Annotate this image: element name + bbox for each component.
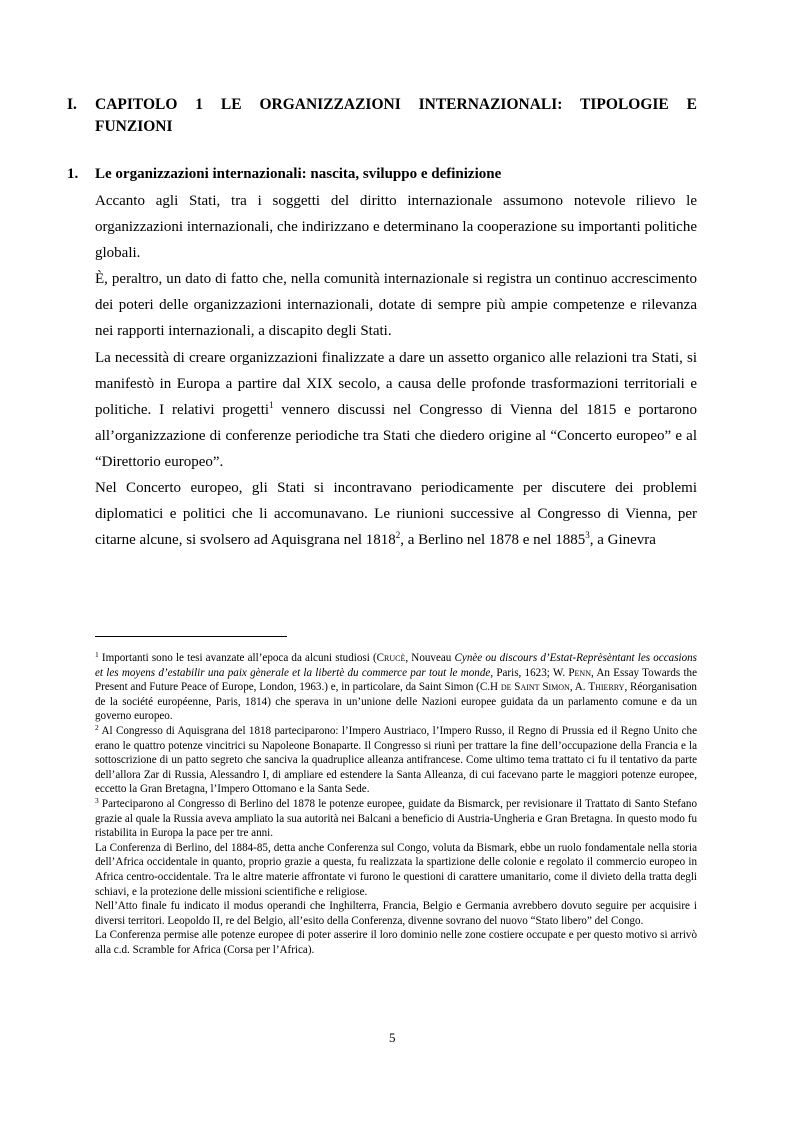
footnotes	[95, 651, 697, 957]
paragraph-4: Nel Concerto europeo, gli Stati si incontravano periodicamente per discutere dei problemi diplomatici e politici che li accomunavano. Le riunioni successive al Congresso di Vienna, per citarne alcune, si svolsero ad Aquisgrana nel 1818$^2$, a Berlino nel 1878 e nel 1885$^3$, a Ginevra	[95, 480, 697, 549]
body-text	[95, 188, 697, 553]
section-number: 1.	[67, 166, 79, 182]
chapter-number: I.	[67, 96, 77, 113]
footnote-ref-2[interactable]: 2	[395, 530, 401, 541]
paragraph-1: Accanto agli Stati, tra i soggetti del diritto internazionale assumono notevole rilievo le organizzazioni internazionali, che indirizzano e determinano la cooperazione su importanti politiche globali.	[95, 193, 697, 262]
chapter-title-line1: CAPITOLO 1 LE ORGANIZZAZIONI INTERNAZIONALI: TIPOLOGIE E	[95, 96, 697, 113]
paragraph-3: La necessità di creare organizzazioni finalizzate a dare un assetto organico alle relazioni tra Stati, si manifestò in Europa a partire dal XIX secolo, a causa delle profonde trasformazioni territoriali e politiche. I relativi progetti$^1$ vennero discussi nel Congresso di Vienna del 1815 e portarono all’organizzazione di conferenze periodiche tra Stati che diedero origine al “Concerto europeo” e al “Direttorio europeo”.	[95, 349, 697, 470]
footnote-3-continued-1: La Conferenza di Berlino, del 1884-85, detta anche Conferenza sul Congo, voluta da Bismark, ebbe un ruolo fondamentale nella storia dell’Africa occidentale in quanto, proprio grazie a questa, fu realizzata la spartizione delle colonie e regolato il commercio europeo in Africa centro-occidentale. Tra le altre materie affrontate vi furono le questioni di carattere umanitario, come il divieto della tratta degli schiavi, e la protezione delle missioni scientifiche e religiose.	[95, 841, 697, 898]
footnote-ref-3[interactable]: 3	[585, 530, 590, 541]
page-number: 5	[389, 1030, 396, 1045]
footnote-2: $^2$ Al Congresso di Aquisgrana del 1818 parteciparono: l’Impero Austriaco, l’Impero Russo, il Regno di Prussia ed il Regno Unito che erano le quattro potenze vincitrici su Napoleone Bonaparte. Il Congresso si riunì per trattare la fine dell’occupazione della Francia e la sottoscrizione di un patto segreto che sanciva la quadruplice alleanza antifrancese. Come ultimo tema trattato ci fu il tentativo da parte dell’allora Zar di Russia, Alessandro I, di ampliare ed estendere la Santa Alleanza, di cui facevano parte le maggiori potenze europee, eccetto la Gran Bretagna, l’Impero Ottomano e la Santa Sede.	[95, 722, 697, 796]
footnote-3-continued-2: Nell’Atto finale fu indicato il modus operandi che Inghilterra, Francia, Belgio e Germania avrebbero dovuto seguire per acquisire i diversi territori. Leopoldo II, re del Belgio, all’esito della Conferenza, divenne sovrano del nuovo “Stato libero” del Congo.	[95, 900, 697, 927]
section-heading	[67, 164, 501, 184]
chapter-heading	[67, 94, 697, 138]
footnote-3: $^3$ Parteciparono al Congresso di Berlino del 1878 le potenze europee, guidate da Bismarck, per revisionare il Trattato di Santo Stefano grazie al quale la Russia aveva ampliato la sua autorità nei Balcani a beneficio di Austria-Ungheria e Gran Bretagna. In questo modo fu ristabilita in Europa la pace per tre anni.	[95, 795, 697, 840]
footnote-separator	[95, 636, 287, 637]
footnote-3-continued-3: La Conferenza permise alle potenze europee di poter asserire il loro dominio nelle zone costiere occupate e per questo motivo si arrivò alla c.d. Scramble for Africa (Corsa per l’Africa).	[95, 929, 697, 956]
footnote-ref-1[interactable]: 1	[269, 399, 274, 410]
chapter-title-line2: FUNZIONI	[95, 118, 173, 135]
paragraph-2: È, peraltro, un dato di fatto che, nella comunità internazionale si registra un continuo accrescimento dei poteri delle organizzazioni internazionali, dotate di sempre più ampie competenze e rilevanza nei rapporti internazionali, a discapito degli Stati.	[95, 271, 697, 340]
section-title: Le organizzazioni internazionali: nascita, sviluppo e definizione	[95, 166, 502, 182]
footnote-1: $^1$ Importanti sono le tesi avanzate all’epoca da alcuni studiosi (Crucè, Nouveau Cynèe ou discours d’Estat-Reprèsèntant les occasions et les moyens d’estabilir una paix gènerale et la libertè du commerce par tout le monde, Paris, 1623; W. Penn, An Essay Towards the Present and Future Peace of Europe, London, 1963.) e, in particolare, da Saint Simon (C.H de Saint Simon, A. Thierry, Réorganisation de la société européenne, Paris, 1814) che sperava in un’unione delle Nazioni europee guidata da un parlamento comune e da un governo europeo.	[95, 650, 698, 723]
